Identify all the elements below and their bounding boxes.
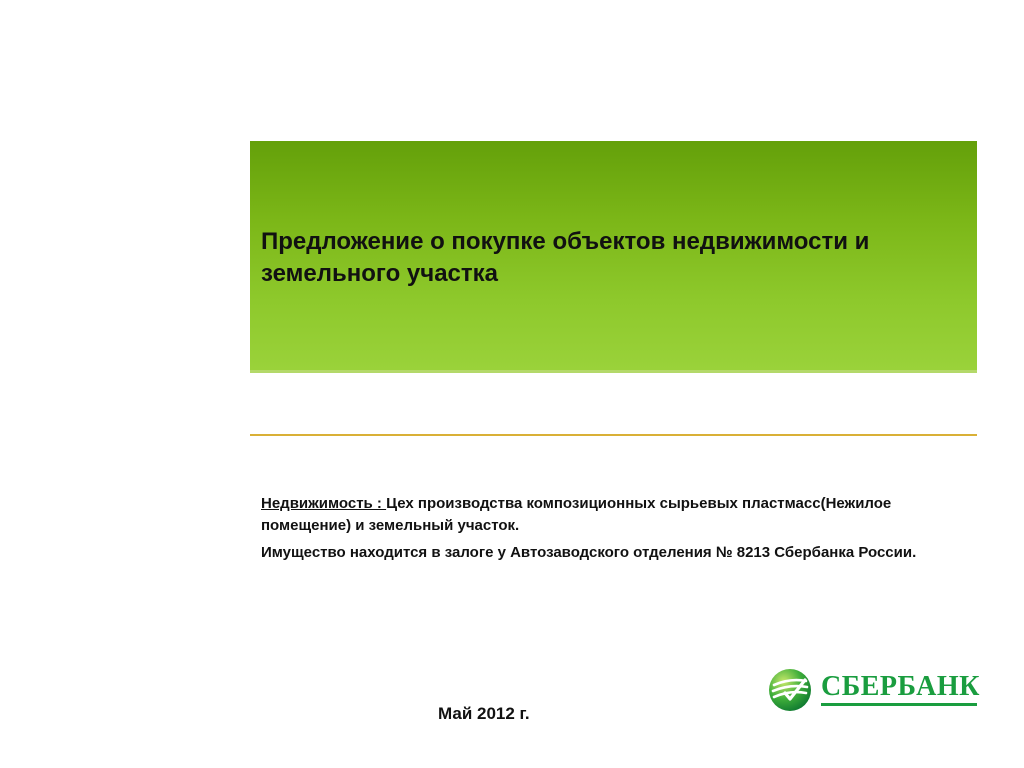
logo-underline: [821, 703, 977, 706]
logo-wordmark: СБЕРБАНК: [821, 671, 980, 702]
sberbank-logo-icon: [768, 668, 812, 712]
slide-body: [261, 493, 961, 564]
property-label: Недвижимость :: [261, 495, 387, 512]
slide-date: Май 2012 г.: [438, 704, 530, 723]
property-description: Цех производства композиционных сырьевых пластмасс(Нежилое помещение) и земельный участок.: [261, 495, 892, 534]
slide-title: Предложение о покупке объектов недвижимости и земельного участка: [261, 228, 870, 287]
property-paragraph: [261, 493, 961, 537]
pledge-paragraph: Имущество находится в залоге у Автозаводского отделения № 8213 Сбербанка России.: [261, 544, 917, 561]
divider-line: [250, 434, 977, 436]
sberbank-logo: [768, 668, 980, 712]
title-band-edge: [250, 370, 977, 373]
